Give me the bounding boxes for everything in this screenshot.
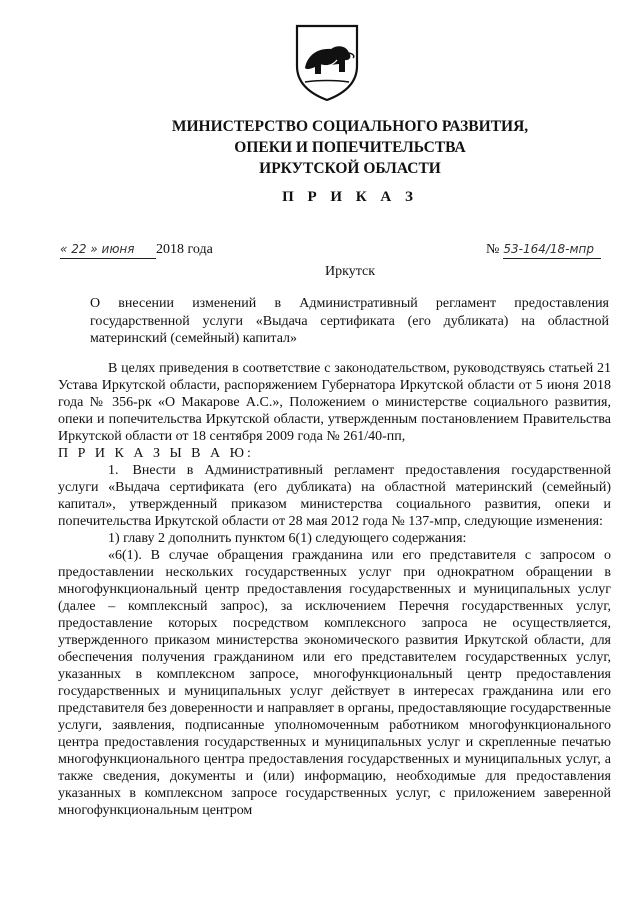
subitem-paragraph: 1) главу 2 дополнить пунктом 6(1) следующего содержания: — [108, 531, 467, 546]
quoted-paragraph: «6(1). В случае обращения гражданина или его представителя с запросом о предоставлении нескольких государственных услуг при однократном обращении в многофункциональный центр предоставления государственных и муниципальных услуг (далее – комплексный запрос), за исключением Перечня государственных услуг, предоставление которых посредством комплексного запроса не осуществляется, утвержденного приказом министерства экономического развития Иркутской области, для обеспечения получения гражданином или его представителем государственных услуг, указанных в комплексном запросе, многофункциональный центр предоставления государственных и муниципальных услуг действует в интересах гражданина или его представителя без доверенности и направляет в органы, предоставляющие государственные услуги, заявления, подписанные уполномоченным работником многофункционального центра предоставления государственных и муниципальных услуг и скрепленные печатью многофункционального центра предоставления государственных и муниципальных услуг, а также сведения, документы и (или) информацию, необходимые для предоставления указанных в комплексном запросе государственных услуг, с приложением заверенной многофункциональным центром — [58, 548, 611, 818]
item-number: 1. — [108, 463, 119, 478]
ministry-name — [150, 116, 550, 179]
document-body — [58, 360, 611, 819]
handwritten-date: « 22 » июня — [60, 242, 135, 256]
document-number — [486, 241, 601, 259]
document-subject: О внесении изменений в Административный регламент предоставления государственной услуги «Выдача сертификата (его дубликата) на областной материнский (семейный) капитал» — [90, 296, 609, 346]
item-paragraph — [58, 462, 611, 530]
document-date — [60, 241, 213, 259]
item-text: Внести в Административный регламент предоставления государственной услуги «Выдача сертификата (его дубликата) на областной материнский (семейный) капитал», утвержденный приказом министерства социального развития, опеки и попечительства Иркутской области от 28 мая 2012 года № 137-мпр, следующие изменения: — [58, 463, 611, 529]
number-label: № — [486, 242, 500, 257]
handwritten-number: 53-164/18-мпр — [503, 242, 595, 256]
preamble-paragraph: В целях приведения в соответствие с законодательством, руководствуясь статьей 21 Устава Иркутской области, распоряжением Губернатора Иркутской области от 5 июня 2018 года № 356-рк «О Макарове А.С.», Положением о министерстве социального развития, опеки и попечительства Иркутской области, утвержденным постановлением Правительства Иркутской области от 18 сентября 2009 года № 261/40-пп, — [58, 361, 611, 444]
ministry-line: МИНИСТЕРСТВО СОЦИАЛЬНОГО РАЗВИТИЯ, — [171, 118, 529, 135]
coat-of-arms-emblem — [291, 20, 363, 102]
ministry-line: ИРКУТСКОЙ ОБЛАСТИ — [259, 160, 441, 177]
order-heading: П Р И К А З Ы В А Ю: — [58, 446, 254, 461]
ministry-line: ОПЕКИ И ПОПЕЧИТЕЛЬСТВА — [234, 139, 466, 156]
document-year: 2018 года — [156, 242, 213, 257]
document-type: П Р И К А З — [282, 189, 418, 205]
issue-city: Иркутск — [324, 264, 376, 279]
